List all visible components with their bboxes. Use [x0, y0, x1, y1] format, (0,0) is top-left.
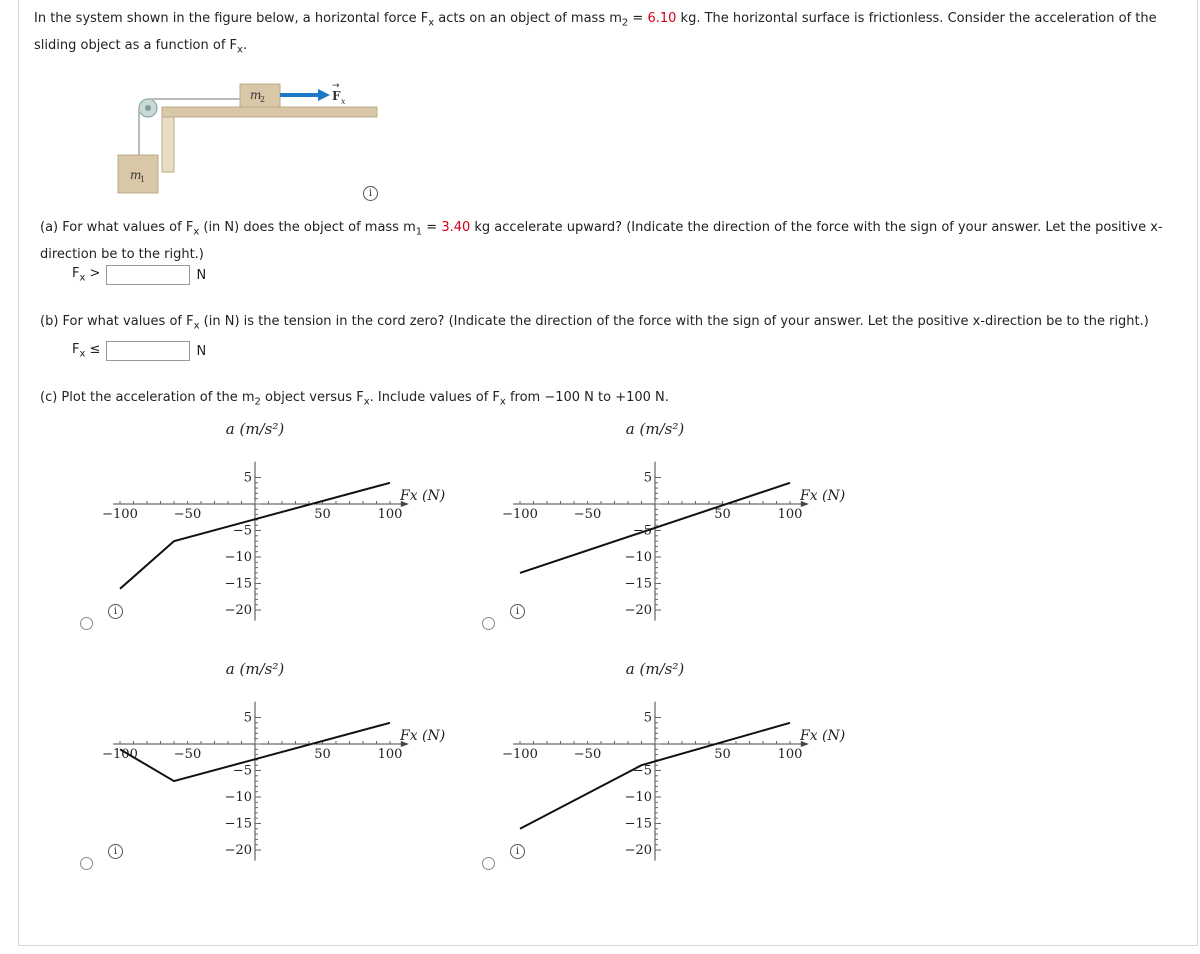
y-tick-label: −5	[632, 523, 652, 539]
radio-option-2[interactable]	[482, 617, 495, 630]
x-tick-label: −50	[173, 507, 202, 522]
svg-text:→: →	[332, 81, 340, 91]
x-tick-label: 100	[377, 747, 403, 762]
radio-option-1[interactable]	[80, 617, 93, 630]
y-tick-label: −20	[224, 843, 252, 858]
option-3-info-icon[interactable]: i	[108, 844, 123, 859]
y-tick-label: 5	[643, 470, 652, 486]
y-tick-label: −10	[224, 550, 252, 565]
x-tick-label: 100	[777, 747, 803, 762]
x-axis-label: Fx (N)	[400, 728, 446, 744]
part-a-unit: N	[196, 267, 207, 283]
y-axis-label: a (m/s²)	[225, 420, 285, 438]
y-tick-label: 5	[643, 710, 652, 726]
x-tick-label: −50	[173, 747, 202, 762]
x-tick-label: −100	[502, 507, 538, 522]
x-axis-label: Fx (N)	[800, 488, 846, 504]
svg-text:1: 1	[140, 175, 146, 184]
graph-option-1	[80, 412, 510, 632]
x-tick-label: −100	[102, 747, 138, 762]
x-axis-label: Fx (N)	[400, 488, 446, 504]
x-axis-label: Fx (N)	[800, 728, 846, 744]
part-a-text: (a) For what values of $F_x$ (in N) does the object of mass $m_1 = 3.40$ kg accelerate upward? (Indicate the direction of the force with the sign of your answer. Let the positive x-direction be to the right.)	[40, 220, 1163, 262]
part-b-unit: N	[196, 343, 207, 359]
part-b-answer-row: $F_x$ ≤ N	[72, 342, 207, 360]
part-a-answer-input[interactable]	[106, 265, 190, 285]
x-tick-label: −50	[573, 507, 602, 522]
option-4-info-icon[interactable]: i	[510, 844, 525, 859]
y-tick-label: −15	[624, 816, 652, 832]
x-tick-label: −50	[573, 747, 602, 762]
y-axis-label: a (m/s²)	[625, 420, 685, 438]
part-c-text: (c) Plot the acceleration of the $m_2$ object versus $F_x$. Include values of $F_x$ from −100 N to +100 N.	[40, 390, 669, 408]
figure-info-icon[interactable]: i	[363, 186, 378, 201]
intro-text: In the system shown in the figure below, a horizontal force $F_x$ acts on an object of mass $m_2 = 6.10$ kg. The horizontal surface is frictionless. Consider the acceleration of the sliding object as a function of $F_x$.	[34, 11, 1157, 56]
x-tick-label: −100	[502, 747, 538, 762]
y-tick-label: −10	[624, 790, 652, 805]
x-tick-label: 50	[714, 507, 731, 522]
y-tick-label: −10	[224, 790, 252, 805]
y-tick-label: −10	[624, 550, 652, 565]
y-tick-label: −20	[224, 603, 252, 618]
svg-text:2: 2	[260, 95, 266, 104]
option-2-info-icon[interactable]: i	[510, 604, 525, 619]
graph-option-2	[480, 412, 910, 632]
y-tick-label: −15	[224, 816, 252, 832]
x-tick-label: 100	[377, 507, 403, 522]
x-tick-label: 100	[777, 507, 803, 522]
y-tick-label: −20	[624, 843, 652, 858]
y-tick-label: −5	[232, 763, 252, 779]
y-axis-label: a (m/s²)	[625, 660, 685, 678]
graph-option-4	[480, 652, 910, 872]
force-label: F	[332, 89, 341, 103]
y-tick-label: −15	[224, 576, 252, 592]
graph-option-3	[80, 652, 510, 872]
part-b-text: (b) For what values of $F_x$ (in N) is the tension in the cord zero? (Indicate the direction of the force with the sign of your answer. Let the positive x-direction be to the right.)	[40, 314, 1149, 332]
y-tick-label: −15	[624, 576, 652, 592]
m1-value: 3.40	[441, 220, 471, 235]
y-tick-label: −5	[632, 763, 652, 779]
y-tick-label: −20	[624, 603, 652, 618]
m2-label: m	[250, 88, 262, 102]
m1-label: m	[130, 168, 142, 182]
radio-option-4[interactable]	[482, 857, 495, 870]
option-1-info-icon[interactable]: i	[108, 604, 123, 619]
x-tick-label: 50	[714, 747, 731, 762]
part-b-answer-input[interactable]	[106, 341, 190, 361]
radio-option-3[interactable]	[80, 857, 93, 870]
y-axis-label: a (m/s²)	[225, 660, 285, 678]
part-a-answer-row: $F_x$ > N	[72, 266, 207, 284]
x-tick-label: −100	[102, 507, 138, 522]
y-tick-label: 5	[243, 470, 252, 486]
y-tick-label: 5	[243, 710, 252, 726]
m2-value: 6.10	[647, 11, 677, 26]
x-tick-label: 50	[314, 747, 331, 762]
y-tick-label: −5	[232, 523, 252, 539]
svg-text:x: x	[341, 97, 346, 106]
x-tick-label: 50	[314, 507, 331, 522]
